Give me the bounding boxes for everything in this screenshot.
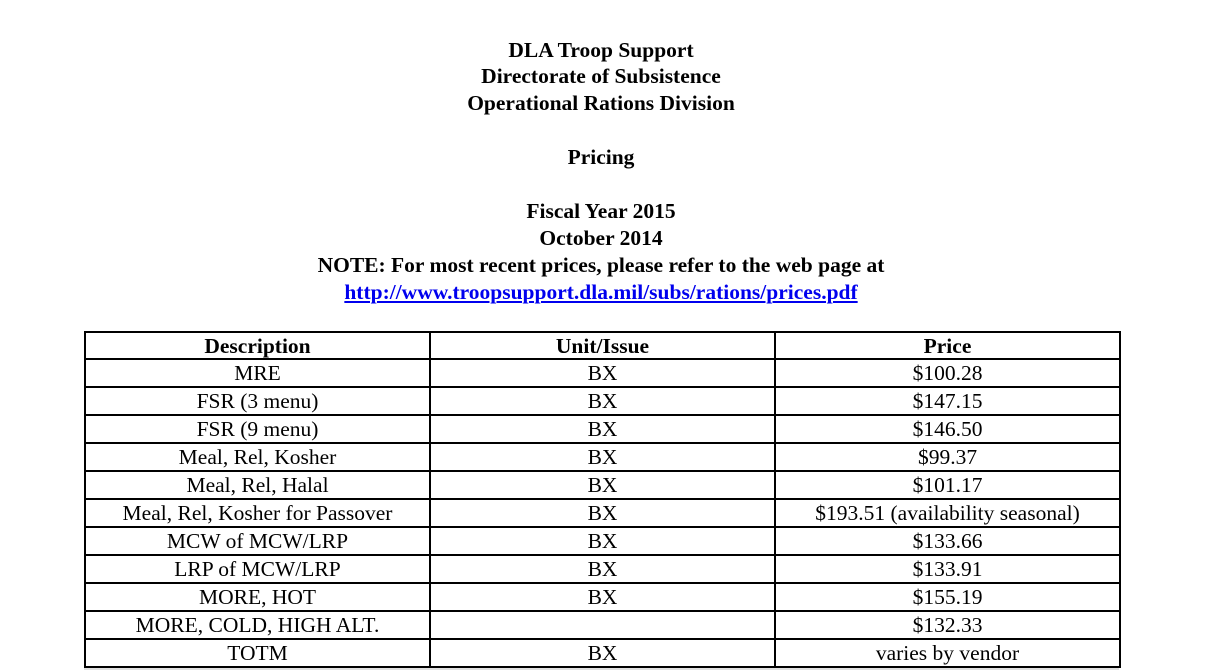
- cell-price: $155.19: [775, 583, 1120, 611]
- org-name: DLA Troop Support: [508, 38, 694, 62]
- table-row: [85, 387, 1120, 415]
- cell-unit: BX: [430, 639, 775, 667]
- table-row: [85, 527, 1120, 555]
- table-row: [85, 583, 1120, 611]
- document-date: October 2014: [539, 226, 663, 250]
- cell-unit: BX: [430, 471, 775, 499]
- prices-link-line: [0, 279, 1202, 305]
- cell-description: Meal, Rel, Halal: [85, 471, 430, 499]
- fiscal-year: Fiscal Year 2015: [526, 199, 676, 223]
- table-row: [85, 443, 1120, 471]
- division-name: Operational Rations Division: [467, 91, 735, 115]
- cell-price: $133.91: [775, 555, 1120, 583]
- column-header-unit-issue: Unit/Issue: [430, 332, 775, 359]
- table-row: [85, 499, 1120, 527]
- column-header-description: Description: [85, 332, 430, 359]
- cell-unit: BX: [430, 387, 775, 415]
- cell-description: LRP of MCW/LRP: [85, 555, 430, 583]
- cell-description: MCW of MCW/LRP: [85, 527, 430, 555]
- cell-description: MORE, COLD, HIGH ALT.: [85, 611, 430, 639]
- cell-description: MRE: [85, 359, 430, 387]
- cell-unit: BX: [430, 527, 775, 555]
- cell-price: $132.33: [775, 611, 1120, 639]
- cell-unit: [430, 611, 775, 639]
- table-row: [85, 359, 1120, 387]
- cell-description: FSR (9 menu): [85, 415, 430, 443]
- cell-unit: BX: [430, 583, 775, 611]
- table-row: [85, 555, 1120, 583]
- prices-link[interactable]: http://www.troopsupport.dla.mil/subs/rations/prices.pdf: [344, 280, 858, 304]
- directorate-name: Directorate of Subsistence: [481, 64, 721, 88]
- table-row: [85, 415, 1120, 443]
- cell-price: $133.66: [775, 527, 1120, 555]
- cell-unit: BX: [430, 555, 775, 583]
- pricing-table: [84, 331, 1121, 668]
- cell-description: TOTM: [85, 639, 430, 667]
- cell-price: varies by vendor: [775, 639, 1120, 667]
- table-row: [85, 611, 1120, 639]
- cell-description: MORE, HOT: [85, 583, 430, 611]
- note-text: NOTE: For most recent prices, please refer to the web page at: [317, 253, 885, 277]
- table-row: [85, 471, 1120, 499]
- cell-price: $193.51 (availability seasonal): [775, 499, 1120, 527]
- cell-description: Meal, Rel, Kosher for Passover: [85, 499, 430, 527]
- table-header-row: [85, 332, 1120, 359]
- cell-description: FSR (3 menu): [85, 387, 430, 415]
- cell-price: $100.28: [775, 359, 1120, 387]
- table-row: [85, 639, 1120, 667]
- cell-description: Meal, Rel, Kosher: [85, 443, 430, 471]
- cell-unit: BX: [430, 443, 775, 471]
- cell-price: $99.37: [775, 443, 1120, 471]
- cell-price: $146.50: [775, 415, 1120, 443]
- cell-price: $101.17: [775, 471, 1120, 499]
- document-title: Pricing: [567, 145, 635, 169]
- cell-unit: BX: [430, 359, 775, 387]
- column-header-price: Price: [775, 332, 1120, 359]
- cell-price: $147.15: [775, 387, 1120, 415]
- cell-unit: BX: [430, 415, 775, 443]
- cell-unit: BX: [430, 499, 775, 527]
